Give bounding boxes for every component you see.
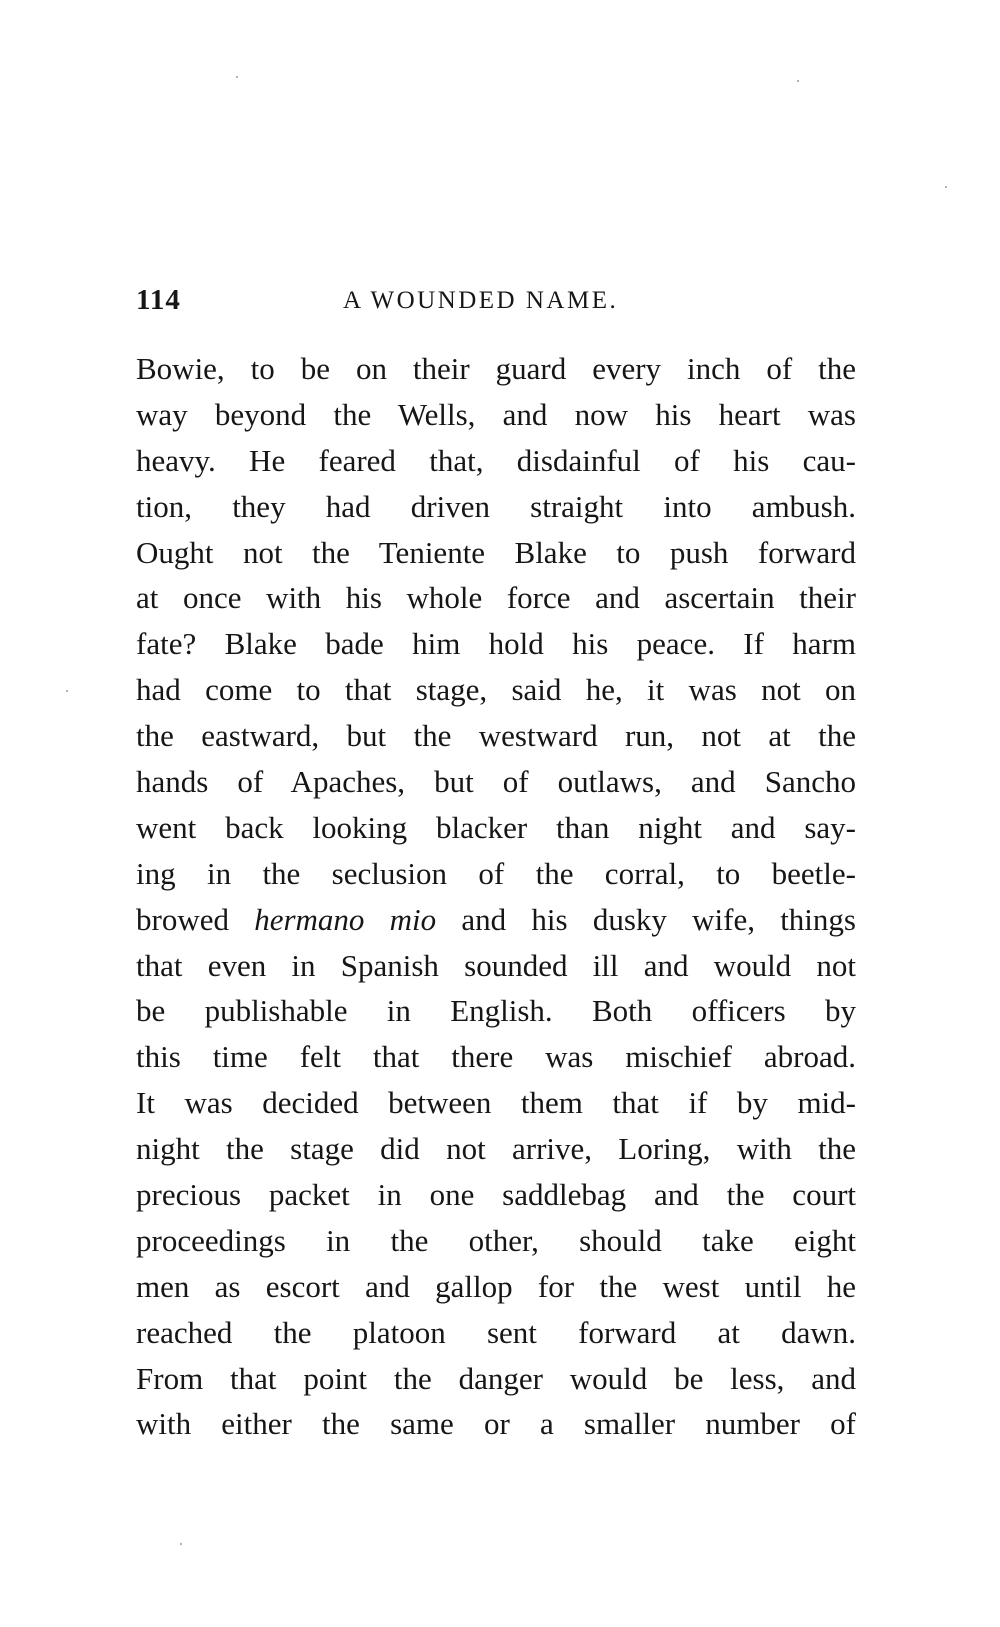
text-line: tion, they had driven straight into ambush.	[136, 488, 856, 524]
text-line: Bowie, to be on their guard every inch of the	[136, 351, 856, 386]
line-segment: and his dusky wife, things	[436, 901, 856, 937]
text-line: ing in the seclusion of the corral, to beetle-	[136, 855, 856, 891]
page-header	[136, 284, 856, 324]
text-line: reached the platoon sent forward at dawn.	[136, 1314, 856, 1350]
text-line: had come to that stage, said he, it was not on	[136, 672, 856, 708]
text-line: From that point the danger would be less, and	[136, 1360, 856, 1396]
paper-speck	[180, 1543, 182, 1545]
text-line: men as escort and gallop for the west until he	[136, 1268, 856, 1304]
text-line: this time felt that there was mischief abroad.	[136, 1039, 856, 1075]
text-line: the eastward, but the westward run, not at the	[136, 718, 856, 754]
body-text	[136, 346, 856, 1447]
text-line: went back looking blacker than night and say-	[136, 809, 856, 845]
text-line: Ought not the Teniente Blake to push forward	[136, 534, 856, 570]
text-line: hands of Apaches, but of outlaws, and Sancho	[136, 764, 856, 800]
paper-speck	[945, 186, 947, 188]
text-line: that even in Spanish sounded ill and would not	[136, 947, 856, 983]
text-line: precious packet in one saddlebag and the court	[136, 1177, 856, 1213]
text-line: night the stage did not arrive, Loring, with the	[136, 1131, 856, 1167]
text-line: be publishable in English. Both officers by	[136, 993, 856, 1029]
text-line: at once with his whole force and ascertain their	[136, 580, 856, 616]
line-segment: browed	[136, 901, 255, 937]
paper-speck	[236, 76, 238, 78]
page-number: 114	[136, 284, 181, 316]
paper-speck	[797, 80, 799, 82]
text-line: way beyond the Wells, and now his heart was	[136, 396, 856, 432]
italic-phrase: hermano mio	[254, 901, 437, 937]
text-line: heavy. He feared that, disdainful of his cau-	[136, 442, 856, 478]
text-line-with-italic	[136, 897, 856, 943]
text-line: proceedings in the other, should take eight	[136, 1222, 856, 1258]
text-line: It was decided between them that if by mid-	[136, 1085, 856, 1121]
text-line: fate? Blake bade him hold his peace. If harm	[136, 626, 856, 662]
text-line: with either the same or a smaller number of	[136, 1406, 856, 1442]
running-title: A WOUNDED NAME.	[343, 287, 619, 314]
paper-speck	[66, 690, 68, 692]
